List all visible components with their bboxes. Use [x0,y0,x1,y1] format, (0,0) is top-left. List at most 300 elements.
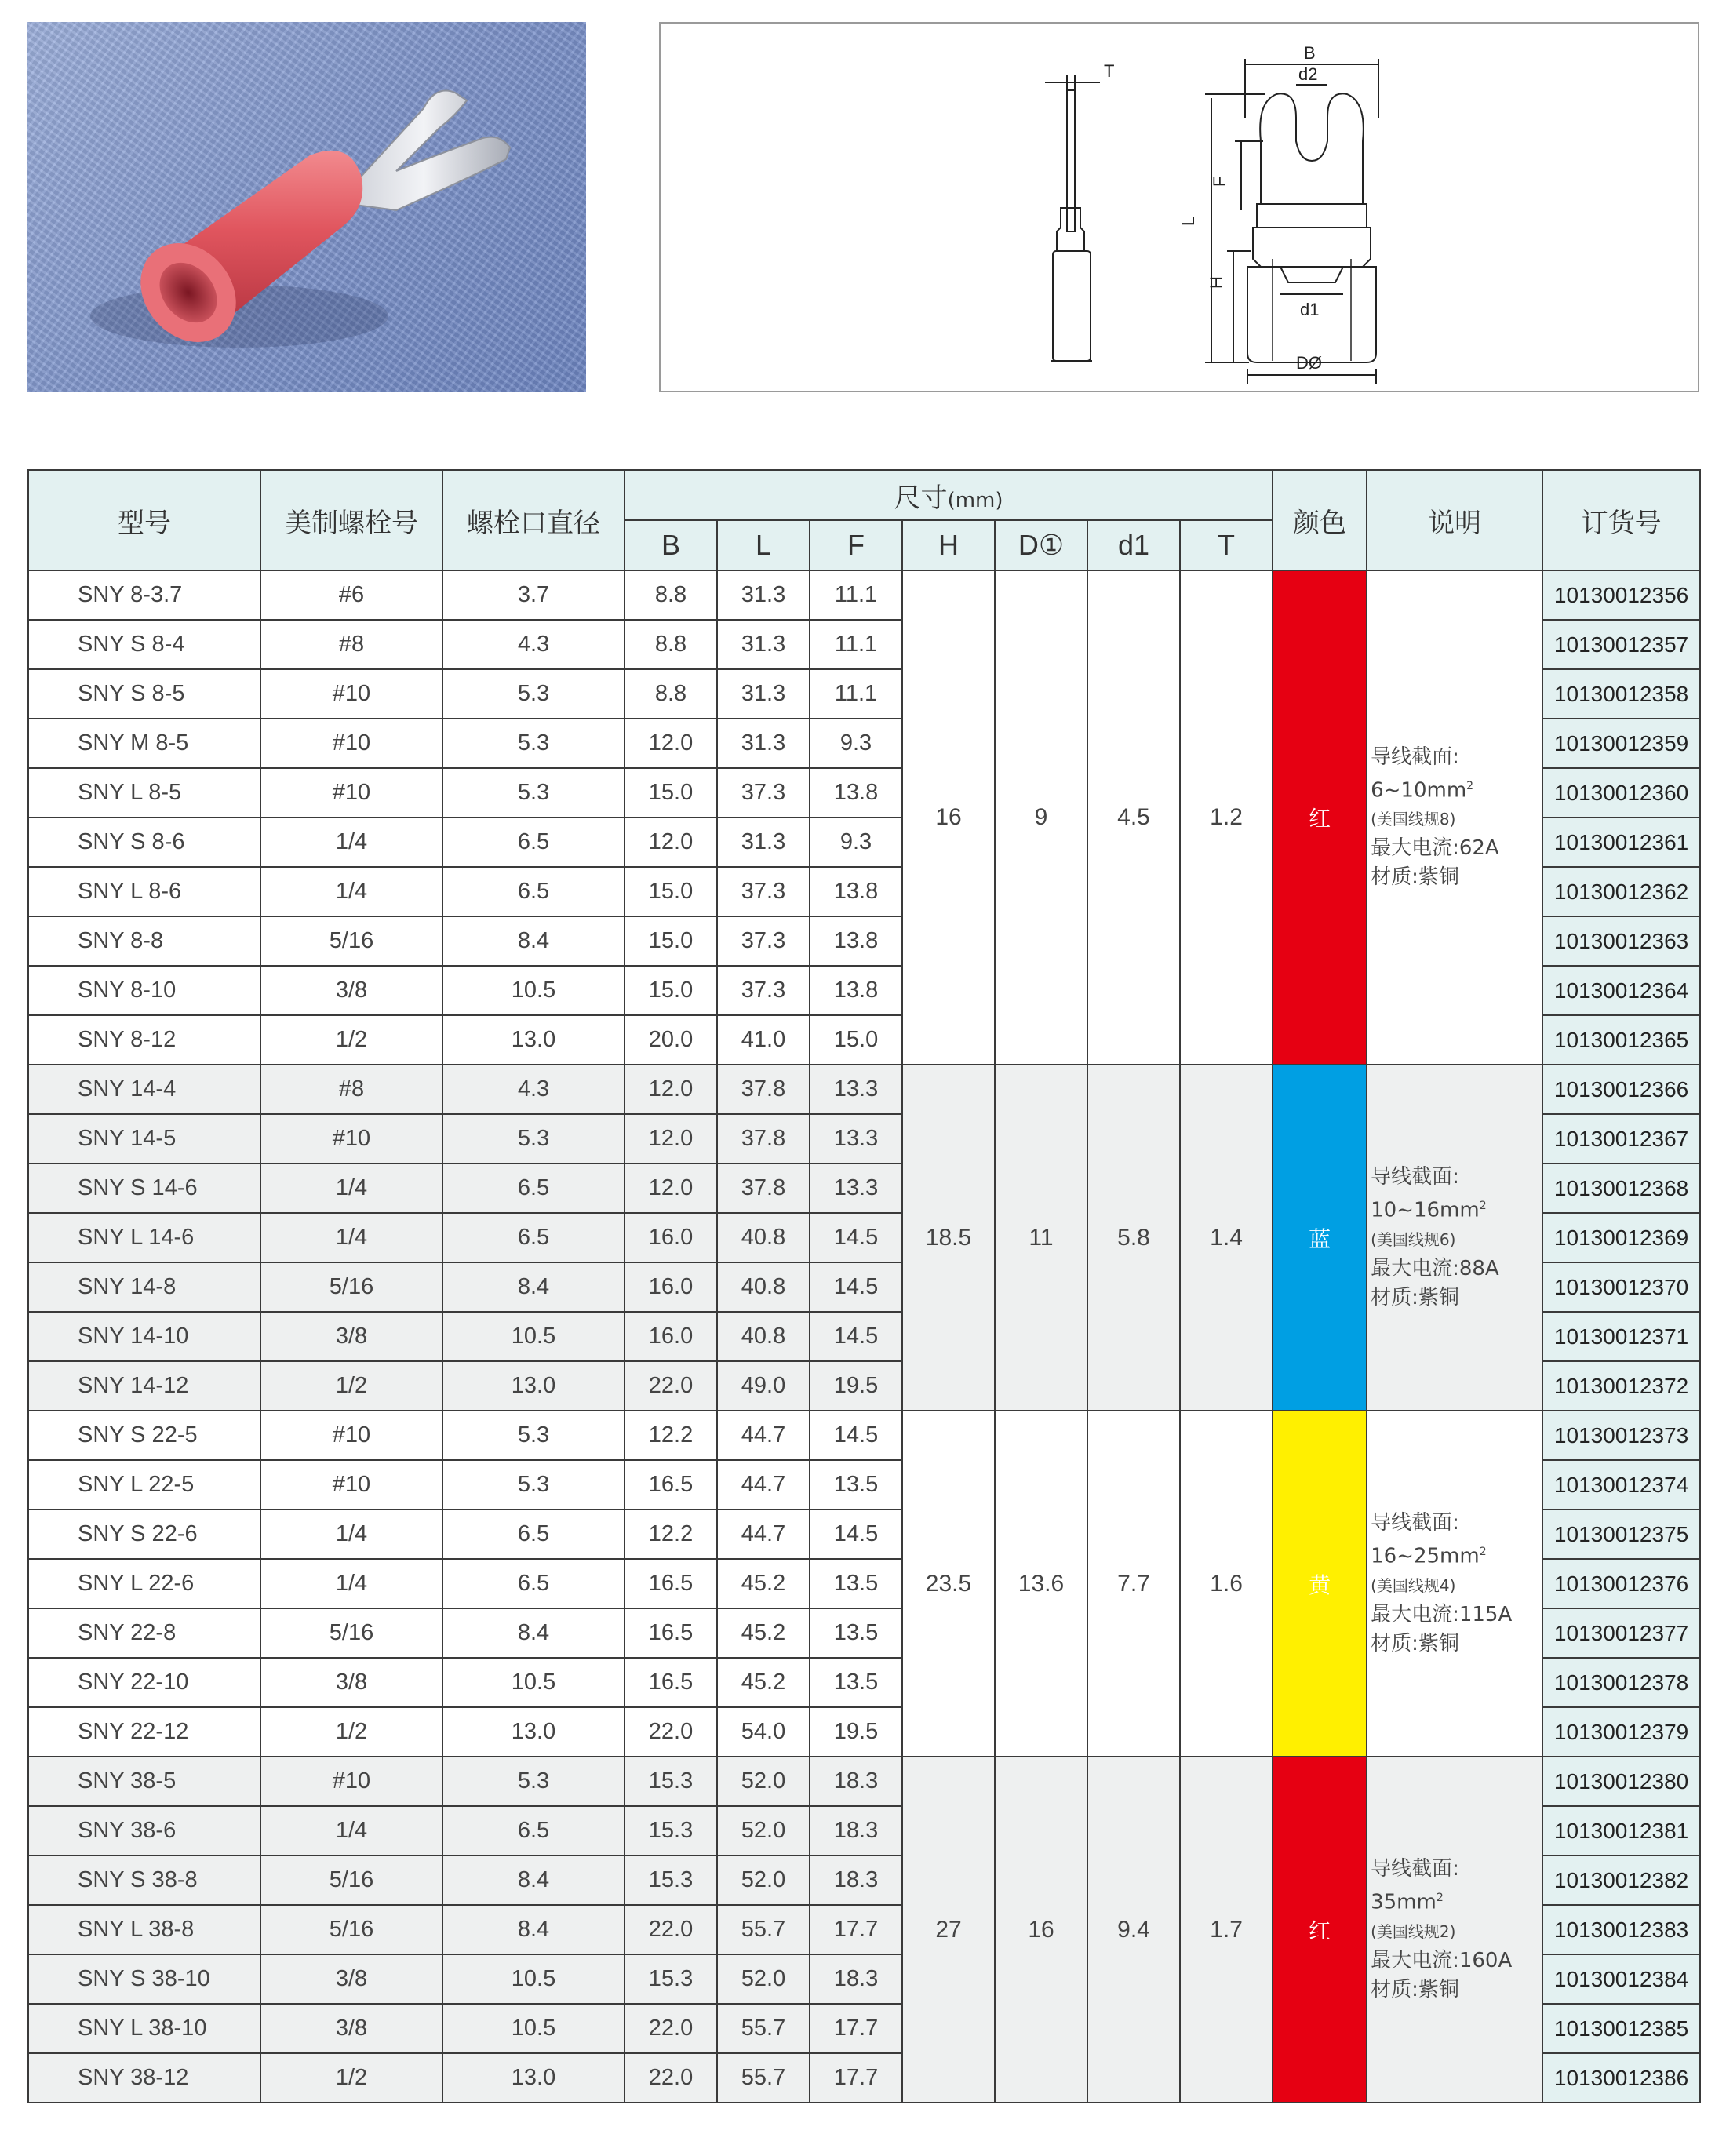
cell-model: SNY S 14-6 [28,1164,260,1213]
cell-order-number: 10130012363 [1542,916,1700,966]
cell-F: 11.1 [810,669,902,719]
cell-order-number: 10130012374 [1542,1460,1700,1510]
cell-us-bolt: 1/2 [260,1361,442,1411]
header-T: T [1180,520,1273,570]
cell-d1: 4.5 [1087,570,1180,1065]
dimension-diagram [659,22,1699,392]
cell-T: 1.4 [1180,1065,1273,1411]
cell-F: 14.5 [810,1213,902,1262]
header-H: H [902,520,995,570]
cell-L: 40.8 [717,1262,810,1312]
cell-F: 17.7 [810,1905,902,1954]
note-line3: (美国线规2) [1371,1921,1456,1941]
note-line2-text: 6~10mm [1371,778,1467,803]
header-F: F [810,520,902,570]
note-line2 [1371,1538,1542,1571]
cell-d1: 7.7 [1087,1411,1180,1757]
cell-model: SNY S 8-6 [28,818,260,867]
cell-order-number: 10130012366 [1542,1065,1700,1114]
cell-us-bolt: #10 [260,1757,442,1806]
cell-B: 12.0 [624,1065,717,1114]
cell-us-bolt: 3/8 [260,1312,442,1361]
cell-us-bolt: 1/4 [260,1559,442,1608]
cell-model: SNY 38-6 [28,1806,260,1856]
cell-H: 27 [902,1757,995,2103]
header-bolt-diameter: 螺栓口直径 [442,470,624,570]
cell-B: 15.3 [624,1806,717,1856]
cell-us-bolt: 5/16 [260,1608,442,1658]
cell-L: 44.7 [717,1460,810,1510]
cell-bolt-diameter: 10.5 [442,1954,624,2004]
cell-bolt-diameter: 10.5 [442,966,624,1015]
cell-order-number: 10130012378 [1542,1658,1700,1707]
cell-model: SNY 8-10 [28,966,260,1015]
cell-d1: 9.4 [1087,1757,1180,2103]
cell-B: 12.2 [624,1510,717,1559]
cell-L: 37.3 [717,768,810,818]
cell-B: 12.0 [624,1114,717,1164]
cell-F: 14.5 [810,1312,902,1361]
cell-us-bolt: #10 [260,1411,442,1460]
label-d1: d1 [1300,300,1320,319]
cell-bolt-diameter: 13.0 [442,1707,624,1757]
cell-D: 13.6 [995,1411,1087,1757]
spec-table [27,469,1701,2103]
cell-F: 13.8 [810,867,902,916]
cell-B: 22.0 [624,1707,717,1757]
cell-bolt-diameter: 4.3 [442,1065,624,1114]
cell-us-bolt: #8 [260,620,442,669]
cell-B: 22.0 [624,2004,717,2053]
cell-order-number: 10130012384 [1542,1954,1700,2004]
cell-B: 15.3 [624,1954,717,2004]
cell-color: 红 [1273,570,1367,1065]
cell-H: 23.5 [902,1411,995,1757]
label-H: H [1207,276,1226,289]
cell-us-bolt: #8 [260,1065,442,1114]
cell-bolt-diameter: 6.5 [442,867,624,916]
cell-order-number: 10130012375 [1542,1510,1700,1559]
cell-order-number: 10130012383 [1542,1905,1700,1954]
cell-order-number: 10130012368 [1542,1164,1700,1213]
cell-L: 37.8 [717,1164,810,1213]
note-line2 [1371,772,1542,806]
cell-F: 18.3 [810,1856,902,1905]
cell-model: SNY 8-8 [28,916,260,966]
cell-F: 18.3 [810,1757,902,1806]
label-F: F [1210,176,1229,187]
cell-us-bolt: #10 [260,768,442,818]
cell-F: 14.5 [810,1510,902,1559]
cell-L: 31.3 [717,719,810,768]
note-line1: 导线截面: [1371,1165,1459,1189]
cell-B: 22.0 [624,1361,717,1411]
cell-F: 18.3 [810,1806,902,1856]
note-line2 [1371,1884,1542,1917]
cell-D: 11 [995,1065,1087,1411]
cell-order-number: 10130012377 [1542,1608,1700,1658]
cell-L: 49.0 [717,1361,810,1411]
cell-bolt-diameter: 13.0 [442,1015,624,1065]
cell-B: 8.8 [624,570,717,620]
cell-H: 18.5 [902,1065,995,1411]
note-line1: 导线截面: [1371,745,1459,769]
cell-bolt-diameter: 6.5 [442,1213,624,1262]
cell-F: 13.8 [810,916,902,966]
cell-L: 37.3 [717,966,810,1015]
side-view-blade [1067,90,1075,231]
cell-model: SNY L 22-6 [28,1559,260,1608]
cell-us-bolt: 5/16 [260,1856,442,1905]
note-line1: 导线截面: [1371,1511,1459,1535]
note-line3: (美国线规8) [1371,810,1456,829]
cell-bolt-diameter: 5.3 [442,669,624,719]
note-line4: 最大电流:160A [1371,1948,1513,1972]
cell-color: 红 [1273,1757,1367,2103]
cell-order-number: 10130012361 [1542,818,1700,867]
cell-us-bolt: #6 [260,570,442,620]
note-line4: 最大电流:88A [1371,1256,1499,1280]
table-row [28,1757,1700,1806]
cell-F: 13.8 [810,768,902,818]
cell-model: SNY L 8-5 [28,768,260,818]
cell-L: 52.0 [717,1757,810,1806]
note-line2 [1371,1192,1542,1225]
cell-order-number: 10130012357 [1542,620,1700,669]
header-note: 说明 [1367,470,1542,570]
cell-us-bolt: 5/16 [260,1905,442,1954]
cell-B: 15.0 [624,867,717,916]
cell-L: 31.3 [717,570,810,620]
cell-L: 31.3 [717,669,810,719]
cell-D: 16 [995,1757,1087,2103]
cell-L: 31.3 [717,818,810,867]
cell-B: 15.0 [624,916,717,966]
cell-order-number: 10130012369 [1542,1213,1700,1262]
header-D: D① [995,520,1087,570]
cell-B: 20.0 [624,1015,717,1065]
cell-B: 15.0 [624,768,717,818]
cell-F: 11.1 [810,620,902,669]
cell-B: 16.5 [624,1559,717,1608]
cell-B: 15.3 [624,1856,717,1905]
cell-order-number: 10130012382 [1542,1856,1700,1905]
cell-order-number: 10130012386 [1542,2053,1700,2103]
cell-L: 45.2 [717,1658,810,1707]
cell-us-bolt: #10 [260,1460,442,1510]
cell-us-bolt: #10 [260,719,442,768]
side-view-crimp [1057,208,1084,251]
cell-L: 37.8 [717,1114,810,1164]
header-dimensions-label: 尺寸 [894,482,948,514]
cell-L: 37.3 [717,916,810,966]
cell-L: 52.0 [717,1954,810,2004]
cell-model: SNY L 22-5 [28,1460,260,1510]
cell-B: 22.0 [624,1905,717,1954]
label-T: T [1104,61,1115,81]
cell-us-bolt: 3/8 [260,1954,442,2004]
cell-F: 13.5 [810,1559,902,1608]
cell-model: SNY 8-12 [28,1015,260,1065]
note-line2-text: 16~25mm [1371,1544,1480,1568]
label-d2: d2 [1298,64,1318,84]
cell-model: SNY 22-8 [28,1608,260,1658]
cell-model: SNY 22-12 [28,1707,260,1757]
cell-us-bolt: 1/2 [260,2053,442,2103]
cell-model: SNY 38-5 [28,1757,260,1806]
header-d1: d1 [1087,520,1180,570]
cell-us-bolt: 3/8 [260,1658,442,1707]
note-line3: (美国线规6) [1371,1229,1456,1249]
header-model: 型号 [28,470,260,570]
cell-L: 31.3 [717,620,810,669]
cell-model: SNY S 8-5 [28,669,260,719]
cell-order-number: 10130012385 [1542,2004,1700,2053]
note-line5: 材质:紫铜 [1371,1285,1459,1309]
cell-L: 37.8 [717,1065,810,1114]
header-dimensions [624,470,1273,520]
side-view-sleeve [1053,251,1091,361]
cell-bolt-diameter: 8.4 [442,1262,624,1312]
cell-bolt-diameter: 6.5 [442,1164,624,1213]
header-B: B [624,520,717,570]
label-D: DØ [1296,353,1322,373]
cell-bolt-diameter: 6.5 [442,1510,624,1559]
cell-B: 16.5 [624,1608,717,1658]
cell-us-bolt: 1/4 [260,818,442,867]
note-line1: 导线截面: [1371,1857,1459,1881]
cell-model: SNY 14-10 [28,1312,260,1361]
cell-bolt-diameter: 6.5 [442,1559,624,1608]
cell-model: SNY 38-12 [28,2053,260,2103]
cell-F: 14.5 [810,1411,902,1460]
cell-B: 12.0 [624,818,717,867]
cell-bolt-diameter: 6.5 [442,1806,624,1856]
cell-F: 17.7 [810,2004,902,2053]
cell-model: SNY S 22-5 [28,1411,260,1460]
cell-model: SNY 14-8 [28,1262,260,1312]
cell-us-bolt: 1/2 [260,1015,442,1065]
cell-L: 55.7 [717,2053,810,2103]
cell-note [1367,1757,1542,2103]
cell-B: 12.2 [624,1411,717,1460]
cell-bolt-diameter: 8.4 [442,1608,624,1658]
cell-model: SNY 14-5 [28,1114,260,1164]
cell-order-number: 10130012365 [1542,1015,1700,1065]
cell-us-bolt: 3/8 [260,966,442,1015]
cell-F: 9.3 [810,719,902,768]
cell-F: 13.3 [810,1065,902,1114]
table-row [28,1065,1700,1114]
cell-B: 16.0 [624,1312,717,1361]
cell-L: 40.8 [717,1312,810,1361]
cell-us-bolt: 1/4 [260,1213,442,1262]
cell-model: SNY L 38-10 [28,2004,260,2053]
cell-order-number: 10130012380 [1542,1757,1700,1806]
cell-order-number: 10130012362 [1542,867,1700,916]
note-line2-text: 35mm [1371,1890,1437,1914]
cell-B: 15.3 [624,1757,717,1806]
cell-L: 44.7 [717,1510,810,1559]
cell-T: 1.2 [1180,570,1273,1065]
cell-F: 17.7 [810,2053,902,2103]
cell-F: 13.8 [810,966,902,1015]
cell-bolt-diameter: 13.0 [442,1361,624,1411]
cell-B: 16.0 [624,1213,717,1262]
cell-bolt-diameter: 10.5 [442,1312,624,1361]
cell-B: 16.5 [624,1460,717,1510]
cell-L: 54.0 [717,1707,810,1757]
cell-bolt-diameter: 8.4 [442,1856,624,1905]
note-superscript: 2 [1436,1892,1444,1905]
cell-model: SNY 8-3.7 [28,570,260,620]
note-line4: 最大电流:62A [1371,836,1499,861]
cell-order-number: 10130012364 [1542,966,1700,1015]
cell-us-bolt: 5/16 [260,916,442,966]
cell-model: SNY S 38-10 [28,1954,260,2004]
cell-model: SNY L 38-8 [28,1905,260,1954]
cell-model: SNY 14-4 [28,1065,260,1114]
cell-order-number: 10130012373 [1542,1411,1700,1460]
cell-order-number: 10130012370 [1542,1262,1700,1312]
note-superscript: 2 [1466,779,1474,792]
header-dimensions-unit: (mm) [947,488,1003,512]
cell-T: 1.6 [1180,1411,1273,1757]
cell-model: SNY L 8-6 [28,867,260,916]
note-line5: 材质:紫铜 [1371,1977,1459,2001]
cell-order-number: 10130012356 [1542,570,1700,620]
cell-model: SNY 22-10 [28,1658,260,1707]
cell-order-number: 10130012367 [1542,1114,1700,1164]
cell-F: 15.0 [810,1015,902,1065]
cell-L: 45.2 [717,1608,810,1658]
cell-us-bolt: #10 [260,1114,442,1164]
cell-order-number: 10130012379 [1542,1707,1700,1757]
note-line5: 材质:紫铜 [1371,865,1459,890]
cell-B: 12.0 [624,1164,717,1213]
cell-note [1367,1411,1542,1757]
cell-L: 55.7 [717,2004,810,2053]
cell-L: 37.3 [717,867,810,916]
cell-us-bolt: 1/4 [260,867,442,916]
cell-order-number: 10130012371 [1542,1312,1700,1361]
cell-bolt-diameter: 5.3 [442,768,624,818]
cell-B: 8.8 [624,669,717,719]
label-B: B [1304,43,1316,63]
cell-model: SNY 14-12 [28,1361,260,1411]
cell-F: 13.3 [810,1114,902,1164]
cell-color: 蓝 [1273,1065,1367,1411]
cell-D: 9 [995,570,1087,1065]
cell-F: 9.3 [810,818,902,867]
label-L: L [1178,216,1198,226]
cell-us-bolt: 1/4 [260,1806,442,1856]
cell-F: 14.5 [810,1262,902,1312]
cell-B: 16.5 [624,1658,717,1707]
cell-bolt-diameter: 5.3 [442,719,624,768]
cell-bolt-diameter: 8.4 [442,1905,624,1954]
cell-T: 1.7 [1180,1757,1273,2103]
cell-B: 8.8 [624,620,717,669]
note-line5: 材质:紫铜 [1371,1631,1459,1655]
note-line2-text: 10~16mm [1371,1198,1480,1222]
cell-note [1367,570,1542,1065]
cell-F: 19.5 [810,1707,902,1757]
note-line3: (美国线规4) [1371,1575,1456,1595]
cell-bolt-diameter: 13.0 [442,2053,624,2103]
cell-order-number: 10130012376 [1542,1559,1700,1608]
spade-terminal-image [27,22,586,392]
cell-F: 19.5 [810,1361,902,1411]
cell-order-number: 10130012372 [1542,1361,1700,1411]
note-superscript: 2 [1479,1200,1487,1213]
cell-L: 52.0 [717,1806,810,1856]
cell-B: 15.0 [624,966,717,1015]
table-row [28,1411,1700,1460]
cell-order-number: 10130012381 [1542,1806,1700,1856]
header-order-number: 订货号 [1542,470,1700,570]
cell-L: 40.8 [717,1213,810,1262]
cell-F: 18.3 [810,1954,902,2004]
cell-bolt-diameter: 5.3 [442,1460,624,1510]
front-view-neck [1257,204,1367,228]
cell-model: SNY S 38-8 [28,1856,260,1905]
cell-F: 11.1 [810,570,902,620]
cell-bolt-diameter: 8.4 [442,916,624,966]
spec-table-body [28,570,1700,2103]
cell-model: SNY S 8-4 [28,620,260,669]
cell-order-number: 10130012359 [1542,719,1700,768]
cell-L: 44.7 [717,1411,810,1460]
cell-us-bolt: 1/4 [260,1164,442,1213]
cell-B: 22.0 [624,2053,717,2103]
cell-order-number: 10130012358 [1542,669,1700,719]
cell-bolt-diameter: 5.3 [442,1114,624,1164]
cell-order-number: 10130012360 [1542,768,1700,818]
cell-bolt-diameter: 5.3 [442,1757,624,1806]
cell-us-bolt: 3/8 [260,2004,442,2053]
product-photo [27,22,586,392]
front-view-fork [1260,93,1364,204]
cell-L: 45.2 [717,1559,810,1608]
cell-bolt-diameter: 10.5 [442,2004,624,2053]
cell-B: 16.0 [624,1262,717,1312]
note-superscript: 2 [1479,1546,1487,1559]
cell-B: 12.0 [624,719,717,768]
cell-d1: 5.8 [1087,1065,1180,1411]
header-color: 颜色 [1273,470,1367,570]
cell-model: SNY M 8-5 [28,719,260,768]
cell-bolt-diameter: 3.7 [442,570,624,620]
cell-us-bolt: #10 [260,669,442,719]
cell-note [1367,1065,1542,1411]
header-L: L [717,520,810,570]
front-view-crimp [1253,228,1371,267]
cell-color: 黄 [1273,1411,1367,1757]
cell-bolt-diameter: 6.5 [442,818,624,867]
note-line4: 最大电流:115A [1371,1602,1513,1626]
cell-F: 13.5 [810,1658,902,1707]
cell-us-bolt: 5/16 [260,1262,442,1312]
cell-L: 41.0 [717,1015,810,1065]
cell-F: 13.5 [810,1608,902,1658]
cell-model: SNY L 14-6 [28,1213,260,1262]
cell-us-bolt: 1/2 [260,1707,442,1757]
cell-bolt-diameter: 4.3 [442,620,624,669]
cell-F: 13.5 [810,1460,902,1510]
cell-model: SNY S 22-6 [28,1510,260,1559]
header-us-bolt: 美制螺栓号 [260,470,442,570]
